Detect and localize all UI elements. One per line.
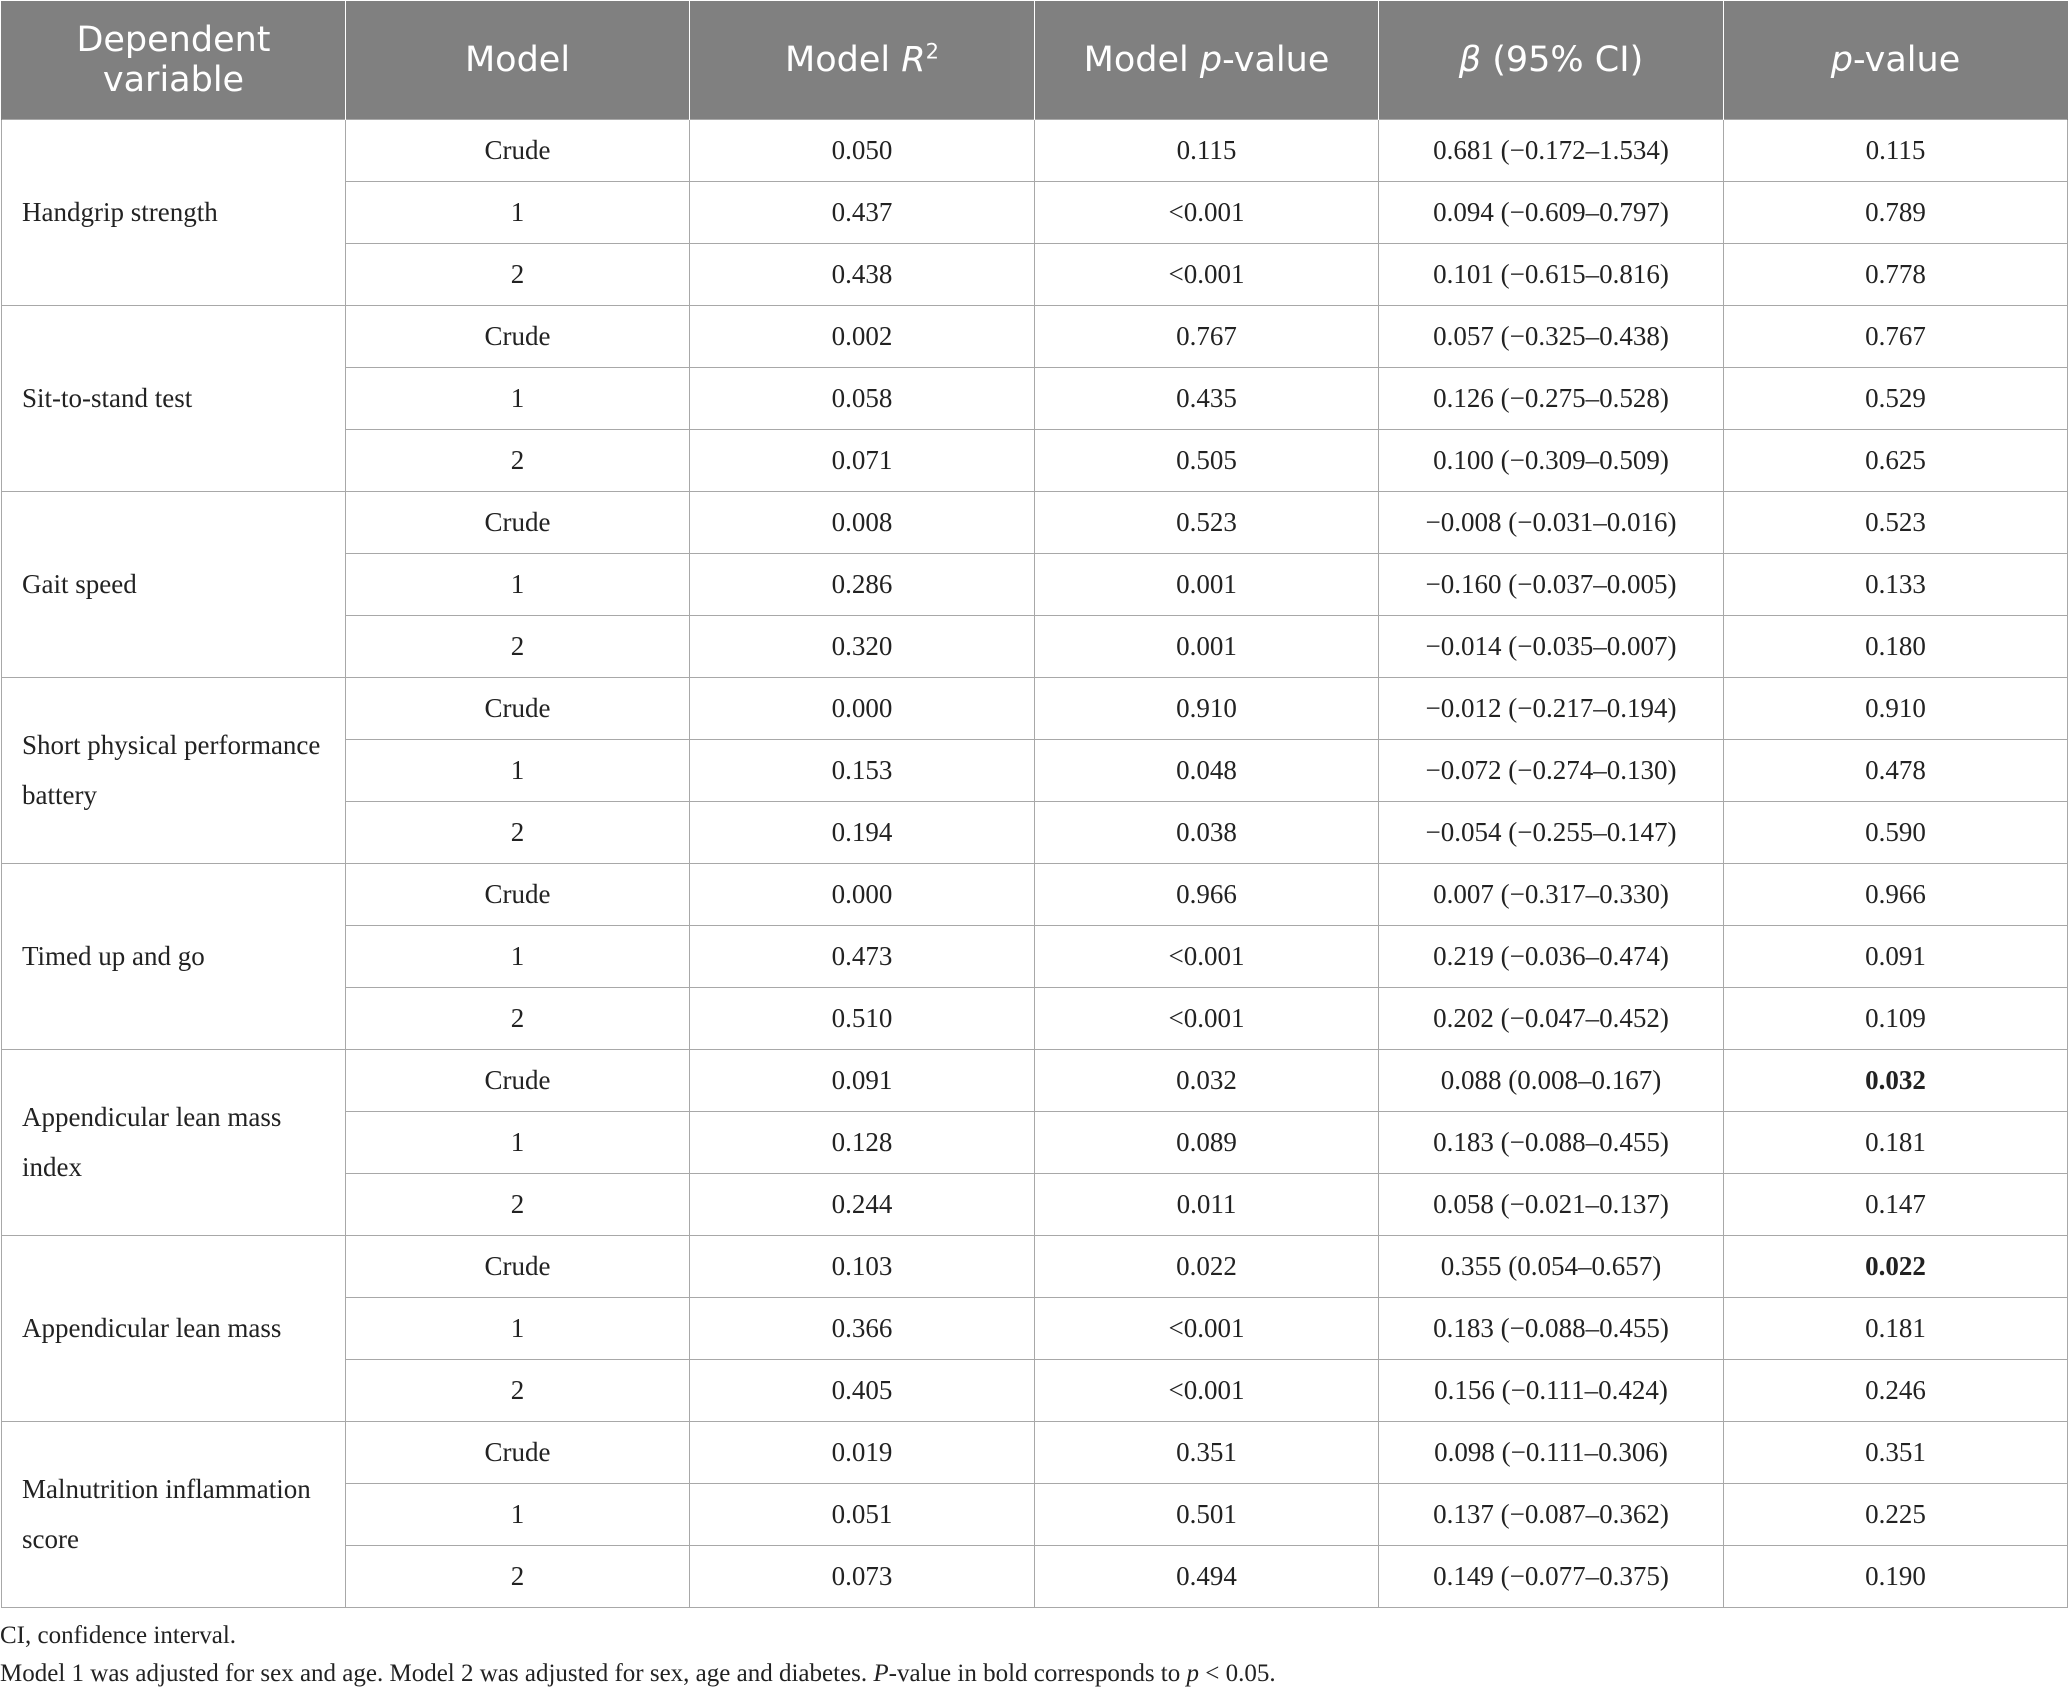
dependent-variable-cell: Gait speed: [2, 491, 346, 677]
header-beta-suffix: (95% CI): [1481, 39, 1644, 80]
beta-ci-cell: 0.098 (−0.111–0.306): [1379, 1421, 1724, 1483]
beta-ci-cell: 0.149 (−0.077–0.375): [1379, 1545, 1724, 1607]
model-cell: 1: [346, 181, 690, 243]
beta-ci-cell: 0.057 (−0.325–0.438): [1379, 305, 1724, 367]
model-r2-cell: 0.153: [690, 739, 1035, 801]
dependent-variable-cell: Sit-to-stand test: [2, 305, 346, 491]
beta-ci-cell: 0.100 (−0.309–0.509): [1379, 429, 1724, 491]
beta-ci-cell: 0.219 (−0.036–0.474): [1379, 925, 1724, 987]
model-r2-cell: 0.091: [690, 1049, 1035, 1111]
model-pvalue-cell: 0.089: [1035, 1111, 1379, 1173]
model-r2-cell: 0.051: [690, 1483, 1035, 1545]
dependent-variable-cell: Short physical performance battery: [2, 677, 346, 863]
beta-ci-cell: 0.088 (0.008–0.167): [1379, 1049, 1724, 1111]
pvalue-cell: 0.091: [1724, 925, 2068, 987]
header-beta-symbol: β: [1458, 39, 1482, 80]
model-pvalue-cell: 0.966: [1035, 863, 1379, 925]
model-cell: 2: [346, 987, 690, 1049]
model-cell: 1: [346, 739, 690, 801]
model-pvalue-cell: 0.001: [1035, 615, 1379, 677]
table-header: [2, 1, 2068, 119]
pvalue-cell: 0.190: [1724, 1545, 2068, 1607]
footnote-adjustment-lead: Model 1 was adjusted for sex and age. Model 2 was adjusted for sex, age and diabetes.: [0, 1660, 874, 1687]
pvalue-cell: 0.180: [1724, 615, 2068, 677]
beta-ci-cell: 0.355 (0.054–0.657): [1379, 1235, 1724, 1297]
model-r2-cell: 0.437: [690, 181, 1035, 243]
dependent-variable-cell: Malnutrition inflammation score: [2, 1421, 346, 1607]
model-r2-cell: 0.405: [690, 1359, 1035, 1421]
table-body: [2, 119, 2068, 1607]
model-cell: 1: [346, 553, 690, 615]
model-pvalue-cell: 0.910: [1035, 677, 1379, 739]
model-cell: Crude: [346, 1049, 690, 1111]
beta-ci-cell: −0.072 (−0.274–0.130): [1379, 739, 1724, 801]
footnote-abbreviation: CI, confidence interval.: [0, 1622, 237, 1649]
header-model-r2-prefix: Model: [785, 39, 902, 80]
model-pvalue-cell: 0.022: [1035, 1235, 1379, 1297]
model-pvalue-cell: <0.001: [1035, 987, 1379, 1049]
header-model-r2-var: R: [901, 39, 926, 80]
model-pvalue-cell: 0.351: [1035, 1421, 1379, 1483]
pvalue-cell: 0.478: [1724, 739, 2068, 801]
model-cell: Crude: [346, 305, 690, 367]
model-r2-cell: 0.438: [690, 243, 1035, 305]
model-cell: 1: [346, 925, 690, 987]
pvalue-cell: 0.181: [1724, 1111, 2068, 1173]
model-r2-cell: 0.320: [690, 615, 1035, 677]
model-pvalue-cell: 0.435: [1035, 367, 1379, 429]
beta-ci-cell: −0.012 (−0.217–0.194): [1379, 677, 1724, 739]
pvalue-cell: 0.022: [1724, 1235, 2068, 1297]
beta-ci-cell: −0.054 (−0.255–0.147): [1379, 801, 1724, 863]
model-r2-cell: 0.244: [690, 1173, 1035, 1235]
footnote-adjustment-tail: -value in bold corresponds to: [888, 1660, 1187, 1687]
model-r2-cell: 0.008: [690, 491, 1035, 553]
model-r2-cell: 0.366: [690, 1297, 1035, 1359]
model-pvalue-cell: 0.115: [1035, 119, 1379, 181]
regression-results-table: [1, 1, 2068, 1608]
model-r2-cell: 0.058: [690, 367, 1035, 429]
pvalue-cell: 0.133: [1724, 553, 2068, 615]
model-cell: Crude: [346, 491, 690, 553]
model-r2-cell: 0.286: [690, 553, 1035, 615]
model-cell: 2: [346, 429, 690, 491]
table-footnotes: [0, 1617, 2060, 1693]
header-dependent-variable-label: Dependent variable: [76, 19, 271, 100]
model-cell: Crude: [346, 1235, 690, 1297]
model-r2-cell: 0.128: [690, 1111, 1035, 1173]
header-pvalue-var: p: [1830, 39, 1853, 80]
pvalue-cell: 0.778: [1724, 243, 2068, 305]
header-model-pvalue-var: p: [1199, 39, 1223, 80]
model-pvalue-cell: <0.001: [1035, 1297, 1379, 1359]
model-pvalue-cell: <0.001: [1035, 243, 1379, 305]
header-model-pvalue: [1035, 1, 1379, 119]
table-row: [2, 677, 2068, 739]
beta-ci-cell: −0.014 (−0.035–0.007): [1379, 615, 1724, 677]
header-beta-ci: [1379, 1, 1724, 119]
model-r2-cell: 0.071: [690, 429, 1035, 491]
header-model-r2: [690, 1, 1035, 119]
table-row: [2, 1235, 2068, 1297]
beta-ci-cell: 0.156 (−0.111–0.424): [1379, 1359, 1724, 1421]
beta-ci-cell: −0.008 (−0.031–0.016): [1379, 491, 1724, 553]
model-cell: 1: [346, 1483, 690, 1545]
pvalue-cell: 0.767: [1724, 305, 2068, 367]
pvalue-cell: 0.181: [1724, 1297, 2068, 1359]
footnote-adjustment-end: < 0.05.: [1199, 1660, 1276, 1687]
model-pvalue-cell: 0.767: [1035, 305, 1379, 367]
beta-ci-cell: −0.160 (−0.037–0.005): [1379, 553, 1724, 615]
dependent-variable-cell: Appendicular lean mass: [2, 1235, 346, 1421]
pvalue-cell: 0.625: [1724, 429, 2068, 491]
beta-ci-cell: 0.681 (−0.172–1.534): [1379, 119, 1724, 181]
header-model-label: Model: [464, 39, 571, 80]
model-cell: 2: [346, 801, 690, 863]
table-row: [2, 1049, 2068, 1111]
model-r2-cell: 0.000: [690, 863, 1035, 925]
model-cell: Crude: [346, 119, 690, 181]
footnote-adjustment-p: p: [1186, 1660, 1200, 1687]
header-model-pvalue-prefix: Model: [1083, 39, 1200, 80]
model-pvalue-cell: <0.001: [1035, 181, 1379, 243]
model-cell: Crude: [346, 1421, 690, 1483]
table-row: [2, 119, 2068, 181]
model-pvalue-cell: 0.494: [1035, 1545, 1379, 1607]
model-r2-cell: 0.019: [690, 1421, 1035, 1483]
header-model: [346, 1, 690, 119]
dependent-variable-cell: Handgrip strength: [2, 119, 346, 305]
model-pvalue-cell: 0.032: [1035, 1049, 1379, 1111]
model-r2-cell: 0.050: [690, 119, 1035, 181]
model-cell: 2: [346, 1173, 690, 1235]
model-pvalue-cell: 0.001: [1035, 553, 1379, 615]
pvalue-cell: 0.246: [1724, 1359, 2068, 1421]
model-pvalue-cell: 0.523: [1035, 491, 1379, 553]
model-cell: 2: [346, 1545, 690, 1607]
header-pvalue: [1724, 1, 2068, 119]
model-cell: Crude: [346, 863, 690, 925]
pvalue-cell: 0.590: [1724, 801, 2068, 863]
beta-ci-cell: 0.101 (−0.615–0.816): [1379, 243, 1724, 305]
table-row: [2, 863, 2068, 925]
beta-ci-cell: 0.126 (−0.275–0.528): [1379, 367, 1724, 429]
header-model-pvalue-suffix: -value: [1222, 39, 1330, 80]
model-r2-cell: 0.002: [690, 305, 1035, 367]
pvalue-cell: 0.910: [1724, 677, 2068, 739]
footnote-adjustment: [0, 1655, 2060, 1693]
model-cell: 2: [346, 243, 690, 305]
beta-ci-cell: 0.183 (−0.088–0.455): [1379, 1297, 1724, 1359]
model-r2-cell: 0.194: [690, 801, 1035, 863]
pvalue-cell: 0.147: [1724, 1173, 2068, 1235]
model-r2-cell: 0.473: [690, 925, 1035, 987]
model-r2-cell: 0.073: [690, 1545, 1035, 1607]
model-cell: 1: [346, 1297, 690, 1359]
beta-ci-cell: 0.058 (−0.021–0.137): [1379, 1173, 1724, 1235]
beta-ci-cell: 0.007 (−0.317–0.330): [1379, 863, 1724, 925]
pvalue-cell: 0.789: [1724, 181, 2068, 243]
model-cell: 1: [346, 367, 690, 429]
pvalue-cell: 0.529: [1724, 367, 2068, 429]
pvalue-cell: 0.109: [1724, 987, 2068, 1049]
model-pvalue-cell: <0.001: [1035, 925, 1379, 987]
model-cell: 1: [346, 1111, 690, 1173]
pvalue-cell: 0.032: [1724, 1049, 2068, 1111]
model-pvalue-cell: 0.501: [1035, 1483, 1379, 1545]
model-r2-cell: 0.510: [690, 987, 1035, 1049]
dependent-variable-cell: Appendicular lean mass index: [2, 1049, 346, 1235]
beta-ci-cell: 0.094 (−0.609–0.797): [1379, 181, 1724, 243]
pvalue-cell: 0.225: [1724, 1483, 2068, 1545]
table-row: [2, 491, 2068, 553]
footnote-adjustment-italic: P: [873, 1660, 889, 1687]
model-pvalue-cell: 0.038: [1035, 801, 1379, 863]
header-model-r2-sup: 2: [925, 39, 939, 64]
pvalue-cell: 0.351: [1724, 1421, 2068, 1483]
model-pvalue-cell: 0.011: [1035, 1173, 1379, 1235]
pvalue-cell: 0.115: [1724, 119, 2068, 181]
model-cell: 2: [346, 615, 690, 677]
header-pvalue-suffix: -value: [1852, 39, 1961, 80]
header-dependent-variable: [2, 1, 346, 119]
model-pvalue-cell: 0.048: [1035, 739, 1379, 801]
pvalue-cell: 0.966: [1724, 863, 2068, 925]
beta-ci-cell: 0.202 (−0.047–0.452): [1379, 987, 1724, 1049]
beta-ci-cell: 0.183 (−0.088–0.455): [1379, 1111, 1724, 1173]
beta-ci-cell: 0.137 (−0.087–0.362): [1379, 1483, 1724, 1545]
model-r2-cell: 0.000: [690, 677, 1035, 739]
table-row: [2, 305, 2068, 367]
model-cell: Crude: [346, 677, 690, 739]
header-row: [2, 1, 2068, 119]
model-pvalue-cell: <0.001: [1035, 1359, 1379, 1421]
model-pvalue-cell: 0.505: [1035, 429, 1379, 491]
dependent-variable-cell: Timed up and go: [2, 863, 346, 1049]
model-r2-cell: 0.103: [690, 1235, 1035, 1297]
model-cell: 2: [346, 1359, 690, 1421]
pvalue-cell: 0.523: [1724, 491, 2068, 553]
table-row: [2, 1421, 2068, 1483]
